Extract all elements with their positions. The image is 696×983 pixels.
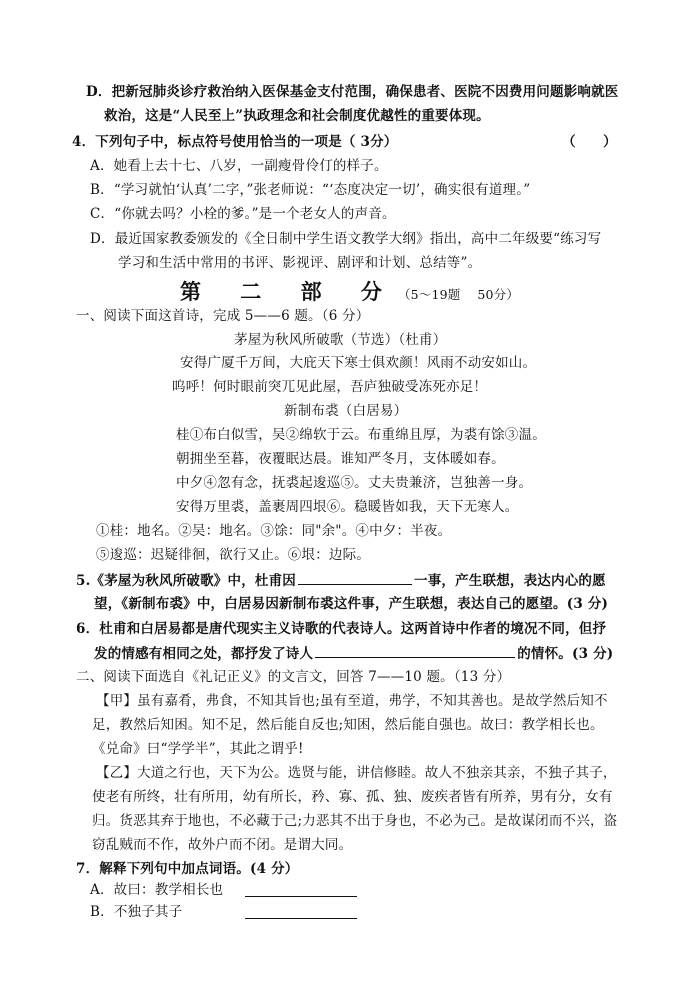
question-4: 4．下列句子中，标点符号使用恰当的一项是（ 3分） xyxy=(72,134,398,150)
passage-jia-line-1: 【甲】虽有嘉肴，弗食，不知其旨也;虽有至道，弗学，不知其善也。是故学然后知不 xyxy=(96,693,608,709)
poem-2-line-1: 桂①布白似雪，吴②绵软于云。布重绵且厚，为裘有馀③温。 xyxy=(176,427,546,443)
poem-1-line-1: 安得广厦千万间，大庇天下寒士俱欢颜！风雨不动安如山。 xyxy=(180,355,537,371)
question-7-blank-a[interactable] xyxy=(245,882,357,897)
option-d-line-2: 救治，这是“人民至上”执政理念和社会制度优越性的重要体现。 xyxy=(104,108,490,124)
question-6-prefix: 发的情感有相同之处，都抒发了诗人 xyxy=(94,646,314,662)
part-2-heading xyxy=(180,279,519,308)
question-6-line-2 xyxy=(94,643,613,664)
question-7: 7．解释下列句中加点词语。(4 分） xyxy=(76,861,299,877)
poem-2-line-2: 朝拥坐至暮，夜覆眠达晨。谁知严冬月，支体暖如春。 xyxy=(176,451,505,467)
question-4-option-d-line-1: D．最近国家教委颁发的《全日制中学生语文教学大纲》指出，高中二年级要“练习写 xyxy=(90,231,602,247)
section-1-heading: 一、阅读下面这首诗，完成 5——6 题。（6 分） xyxy=(76,308,370,324)
answer-paren: （ ） xyxy=(562,134,617,150)
question-7-item-a: A．故曰：教学相长也 xyxy=(90,882,224,898)
question-7-item-b: B．不独子其子 xyxy=(90,904,183,920)
question-5-line-2: 望，《新制布裘》中，白居易因新制布裘这件事，产生联想，表达自己的愿望。(3 分) xyxy=(94,596,609,612)
question-7-blank-b[interactable] xyxy=(245,904,357,919)
poem-notes-line-2: ⑤逡巡：迟疑徘徊，欲行又止。⑥垠：边际。 xyxy=(96,547,370,563)
poem-1-title: 茅屋为秋风所破歌（节选）（杜甫） xyxy=(234,332,447,348)
question-5-blank[interactable] xyxy=(298,570,412,585)
passage-jia-line-2: 足，教然后知困。知不足，然后能自反也;知困，然后能自强也。故曰：教学相长也。 xyxy=(92,717,604,733)
passage-yi-line-1: 【乙】大道之行也，天下为公。选贤与能，讲信修睦。故人不独亲其亲，不独子其子， xyxy=(96,765,617,781)
section-2-heading: 二、阅读下面选自《礼记正义》的文言文，回答 7——10 题。（13 分） xyxy=(76,669,511,685)
question-4-option-b: B．“学习就怕‘认真’二字，”张老师说：“‘态度决定一切’，确实很有道理。” xyxy=(90,182,531,198)
question-4-option-d-line-2: 学习和生活中常用的书评、影视评、剧评和计划、总结等”。 xyxy=(118,255,482,271)
poem-1-line-2: 呜呼！何时眼前突兀见此屋，吾庐独破受冻死亦足！ xyxy=(172,379,488,395)
passage-yi-line-4: 窃乱贼而不作，故外户而不闭。是谓大同。 xyxy=(92,837,353,853)
question-5-line-1 xyxy=(76,570,606,591)
poem-2-title: 新制布裘（白居易） xyxy=(284,403,408,419)
part-2-title: 第 二 部 分 xyxy=(180,279,398,304)
passage-yi-line-3: 归。货恶其弃于地也，不必藏于己;力恶其不出于身也，不必为己。是故谋闭而不兴，盗 xyxy=(92,813,618,829)
question-5-prefix: 5.《茅屋为秋风所破歌》中，杜甫因 xyxy=(76,573,296,589)
part-2-info: （5～19题 50分） xyxy=(397,287,520,302)
poem-2-line-3: 中夕④忽有念，抚裘起逡巡⑤。丈夫贵兼济，岂独善一身。 xyxy=(176,475,533,491)
question-6-suffix: 的情怀。(3 分) xyxy=(517,646,614,662)
question-6-blank[interactable] xyxy=(315,643,515,658)
poem-2-line-4: 安得万里裘，盖裹周四垠⑥。稳暖皆如我，天下无寒人。 xyxy=(176,499,519,515)
poem-notes-line-1: ①桂：地名。②吴：地名。③馀：同"余"。④中夕：半夜。 xyxy=(96,523,452,539)
passage-yi-line-2: 使老有所终，壮有所用，幼有所长，矜、寡、孤、独、废疾者皆有所养，男有分，女有 xyxy=(92,789,613,805)
passage-jia-line-3: 《兑命》曰“学学半”，其此之谓乎! xyxy=(92,741,304,757)
option-d-line-1: D．把新冠肺炎诊疗救治纳入医保基金支付范围，确保患者、医院不因费用问题影响就医 xyxy=(86,84,619,100)
question-6-line-1: 6．杜甫和白居易都是唐代现实主义诗歌的代表诗人。这两首诗中作者的境况不同，但抒 xyxy=(76,621,607,637)
question-5-suffix: 一事，产生联想，表达内心的愿 xyxy=(414,573,606,589)
question-4-option-a: A．她看上去十七、八岁，一副瘦骨伶仃的样子。 xyxy=(90,158,388,174)
question-4-option-c: C．“你就去吗？小栓的爹。”是一个老女人的声音。 xyxy=(90,206,396,222)
